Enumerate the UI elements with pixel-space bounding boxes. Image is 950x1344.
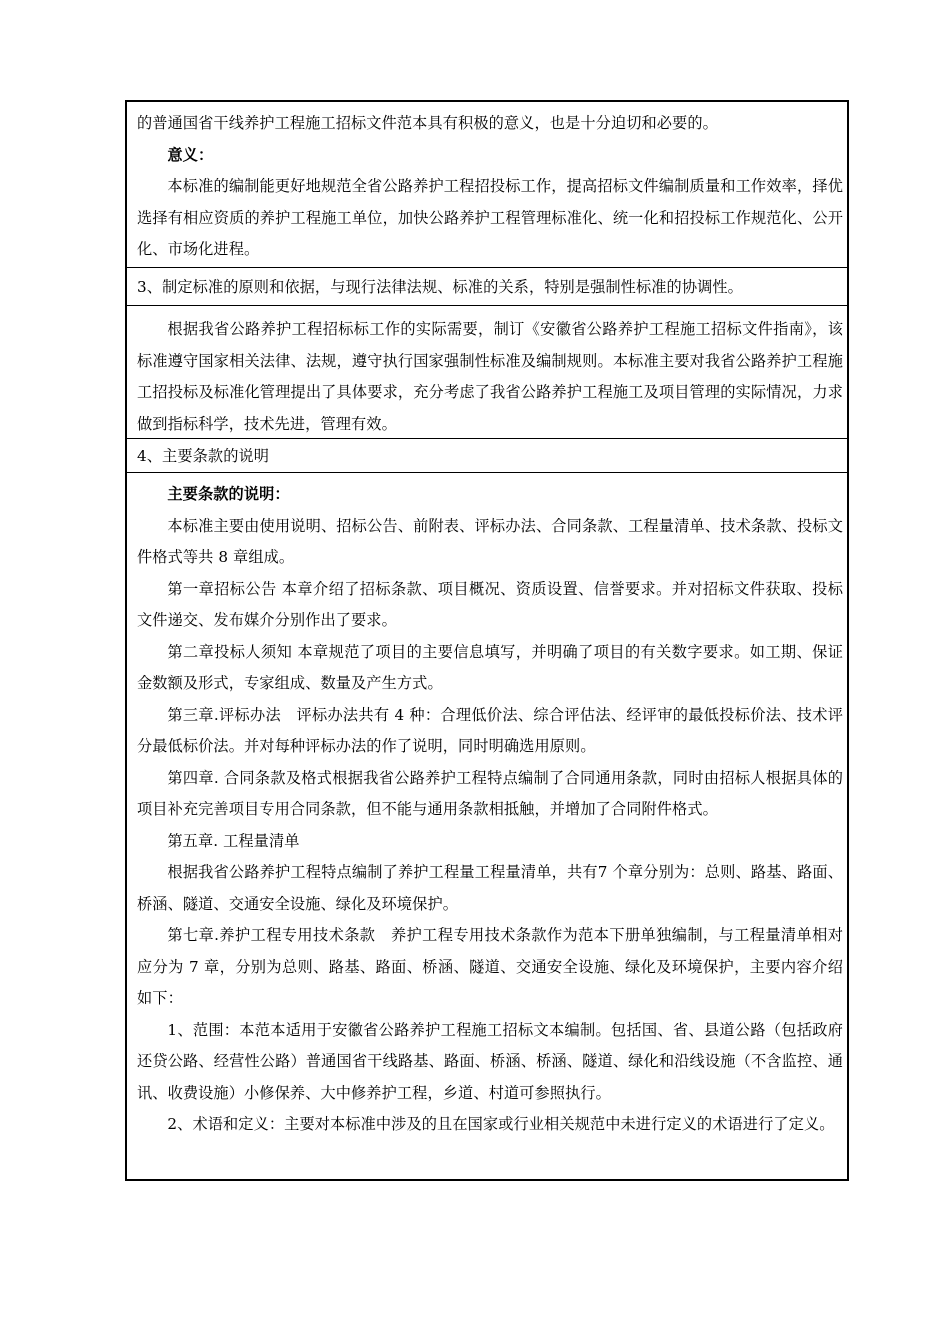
section4-heading: 主要条款的说明： [167,485,290,503]
section-top-cell [137,108,843,266]
section4-paragraph: 1、范围：本范本适用于安徽省公路养护工程施工招标文本编制。包括国、省、县道公路（包括政府还贷公路、经营性公路）普通国省干线路基、路面、桥涵、桥涵、隧道、绿化和沿线设施（不含监控、通讯、收费设施）小修保养、大中修养护工程，乡道、村道可参照执行。 [137,1020,843,1102]
section4-paragraph: 第七章.养护工程专用技术条款 养护工程专用技术条款作为范本下册单独编制，与工程量清单相对应分为 7 章，分别为总则、路基、路面、桥涵、隧道、交通安全设施、绿化及环境保护，主要内容介绍如下： [137,926,843,1007]
section4-paragraph: 2、术语和定义：主要对本标准中涉及的且在国家或行业相关规范中未进行定义的术语进行了定义。 [167,1115,835,1133]
significance-heading: 意义： [167,145,214,164]
section4-body-cell [137,479,843,1141]
section4-title-cell [137,441,843,473]
section4-paragraph: 第一章招标公告 本章介绍了招标条款、项目概况、资质设置、信誉要求。并对招标文件获取、投标文件递交、发布媒介分别作出了要求。 [137,579,843,629]
section4-title: 4、主要条款的说明 [137,447,270,465]
section4-paragraph: 第五章. 工程量清单 [167,831,300,850]
section4-paragraph: 根据我省公路养护工程特点编制了养护工程量工程量清单，共有7 个章分别为：总则、路基、路面、桥涵、隧道、交通安全设施、绿化及环境保护。 [137,863,843,913]
row-divider [127,305,847,306]
lead-paragraph: 的普通国省干线养护工程施工招标文件范本具有积极的意义，也是十分迫切和必要的。 [137,114,718,132]
section4-paragraph: 本标准主要由使用说明、招标公告、前附表、评标办法、合同条款、工程量清单、技术条款、投标文件格式等共 8 章组成。 [137,516,843,566]
row-divider [127,267,847,268]
section3-title: 3、制定标准的原则和依据，与现行法律法规、标准的关系，特别是强制性标准的协调性。 [137,278,743,296]
section3-paragraph: 根据我省公路养护工程招标标工作的实际需要，制订《安徽省公路养护工程施工招标文件指南》，该标准遵守国家相关法律、法规，遵守执行国家强制性标准及编制规则。本标准主要对我省公路养护工程施工招投标及标准化管理提出了具体要求，充分考虑了我省公路养护工程施工及项目管理的实际情况，力求做到指标科学，技术先进，管理有效。 [137,320,843,433]
section4-paragraph: 第四章. 合同条款及格式根据我省公路养护工程特点编制了合同通用条款，同时由招标人根据具体的项目补充完善项目专用合同条款，但不能与通用条款相抵触，并增加了合同附件格式。 [137,768,843,818]
row-divider [127,472,847,473]
section3-body-cell [137,314,843,440]
row-divider [127,438,847,439]
section4-paragraph: 第三章.评标办法 评标办法共有 4 种：合理低价法、综合评估法、经评审的最低投标价法、技术评分最低标价法。并对每种评标办法的作了说明，同时明确选用原则。 [137,705,843,755]
significance-paragraph: 本标准的编制能更好地规范全省公路养护工程招投标工作，提高招标文件编制质量和工作效率，择优选择有相应资质的养护工程施工单位，加快公路养护工程管理标准化、统一化和招投标工作规范化、公开化、市场化进程。 [137,177,843,258]
section3-title-cell [137,272,843,304]
section4-paragraph: 第二章投标人须知 本章规范了项目的主要信息填写，并明确了项目的有关数字要求。如工期、保证金数额及形式，专家组成、数量及产生方式。 [137,642,843,692]
document-table [125,100,849,1181]
